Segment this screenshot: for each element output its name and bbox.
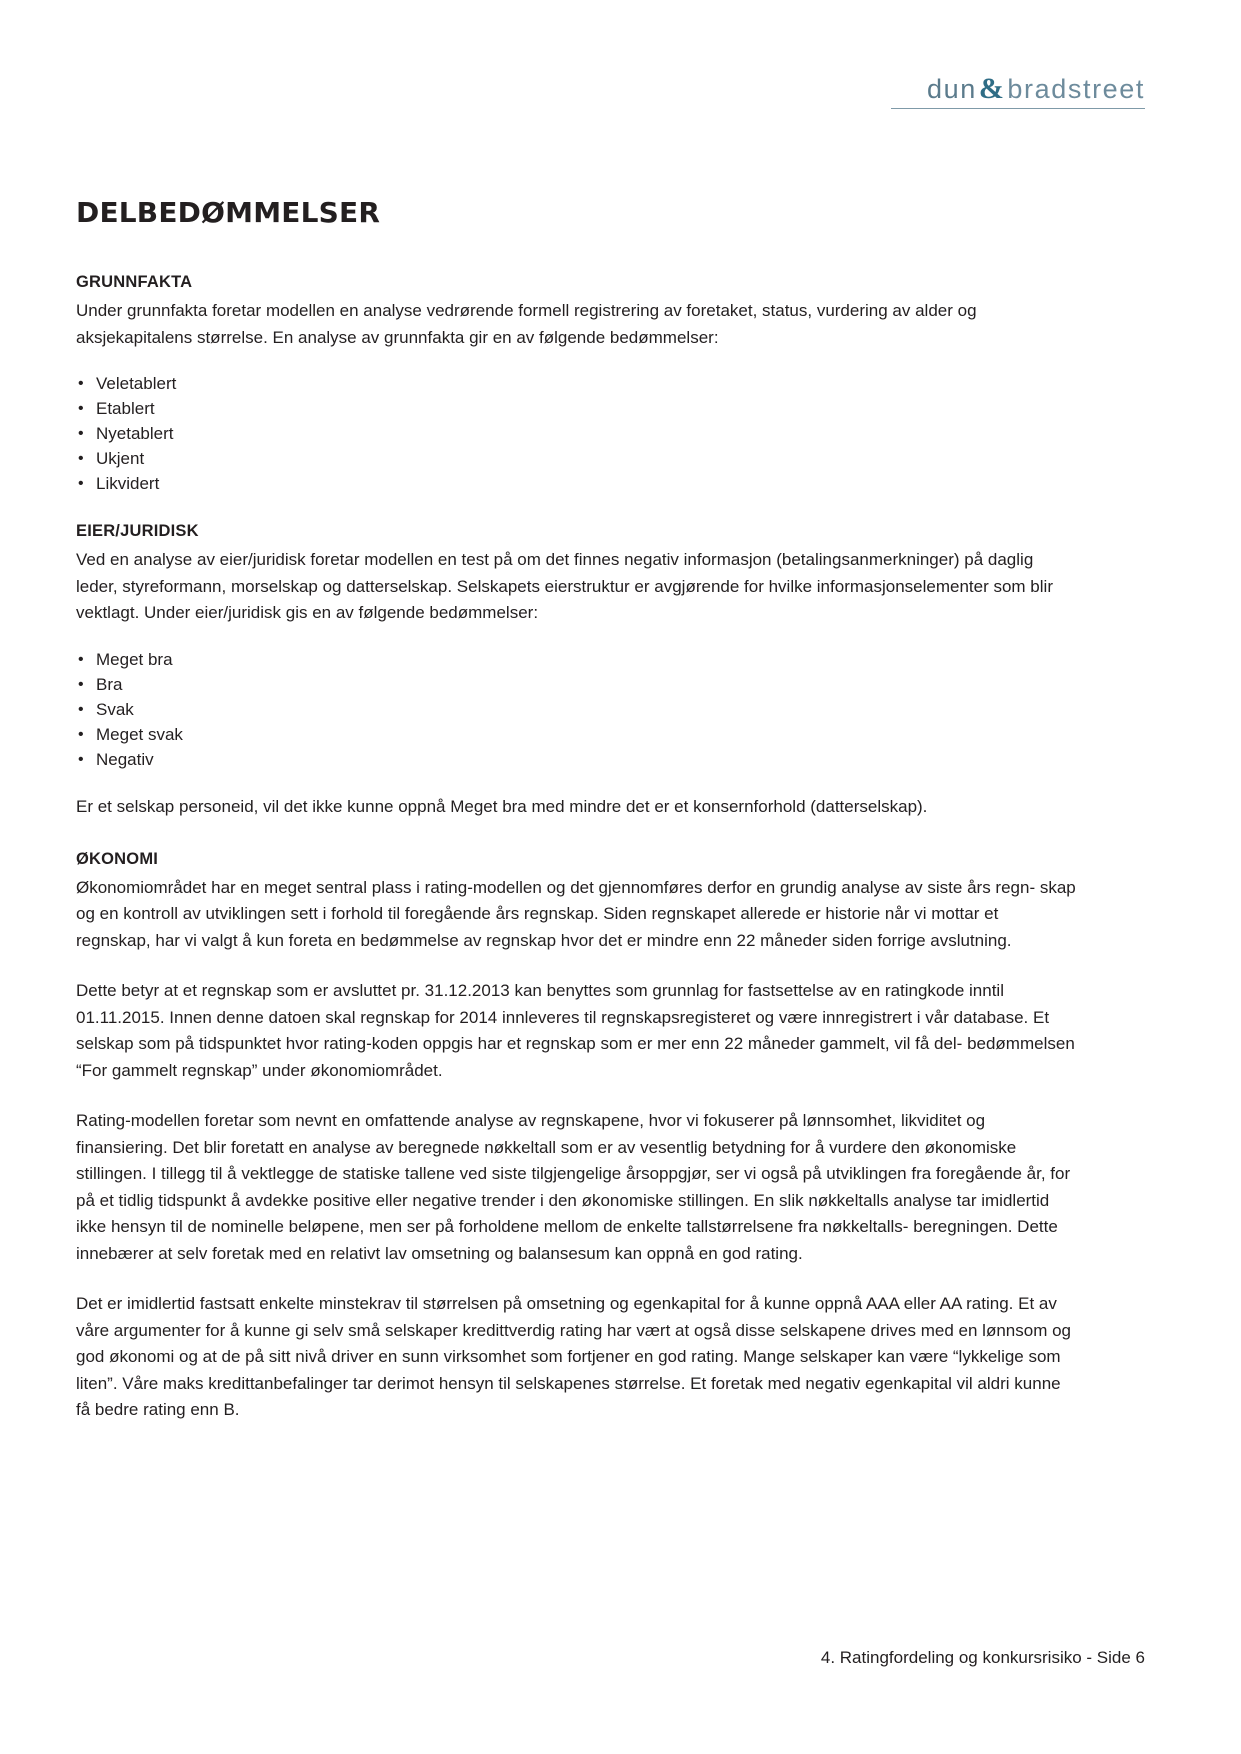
- section-heading-okonomi: ØKONOMI: [76, 849, 159, 868]
- bullet-list-grunnfakta: [76, 371, 1076, 496]
- page-title: DELBEDØMMELSER: [76, 196, 381, 229]
- section-paragraph-2: Dette betyr at et regnskap som er avsluttet pr. 31.12.2013 kan benyttes som grunnlag for fastsettelse av en ratingkode inntil 01.11.2015. Innen denne datoen skal regnskap for 2014 innleveres til regnskapsregisteret og være innregistrert i vår database. Et selskap som på tidspunktet hvor rating-koden oppgis har et regnskap som er mer enn 22 måneder gammelt, vil få del- bedømmelsen “For gammelt regnskap” under økonomiområdet.: [76, 981, 1075, 1080]
- list-item: • Svak: [76, 697, 1076, 722]
- list-item: • Negativ: [76, 747, 1076, 772]
- list-item: • Meget bra: [76, 647, 1076, 672]
- section-paragraph-4: Det er imidlertid fastsatt enkelte minstekrav til størrelsen på omsetning og egenkapital for å kunne oppnå AAA eller AA rating. Et av våre argumenter for å kunne gi selv små selskaper kredittverdig rating har vært at også disse selskapene drives med en lønnsom og god økonomi og at de på sitt nivå driver en sunn virksomhet som fortjener en god rating. Mange selskaper kan være “lykkelige som liten”. Våre maks kredittanbefalinger tar derimot hensyn til selskapenes størrelse. Et foretak med negativ egenkapital vil aldri kunne få bedre rating enn B.: [76, 1294, 1071, 1419]
- bullet-list-eier-juridisk: [76, 647, 1076, 772]
- section-note-eier-juridisk: Er et selskap personeid, vil det ikke kunne oppnå Meget bra med mindre det er et konsernforhold (datterselskap).: [76, 796, 928, 816]
- section-paragraph-1: Økonomiområdet har en meget sentral plass i rating-modellen og det gjennomføres derfor en grundig analyse av siste års regn- skap og en kontroll av utviklingen sett i forhold til foregående års regnskap. Siden regnskapet allerede er historie når vi mottar et regnskap, har vi valgt å kun foreta en bedømmelse av regnskap hvor det er mindre enn 22 måneder siden forrige avslutning.: [76, 877, 1076, 950]
- section-grunnfakta: [76, 273, 1076, 496]
- list-item: • Likvidert: [76, 471, 1076, 496]
- list-item: • Meget svak: [76, 722, 1076, 747]
- document-content: [76, 196, 1076, 1450]
- logo-word-dun: dun: [926, 73, 977, 104]
- section-heading-grunnfakta: GRUNNFAKTA: [76, 273, 193, 291]
- list-item: • Etablert: [76, 396, 1076, 421]
- list-item: • Bra: [76, 672, 1076, 697]
- list-item: • Veletablert: [76, 371, 1076, 396]
- list-item: • Ukjent: [76, 446, 1076, 471]
- section-okonomi: [76, 850, 1076, 1424]
- logo-ampersand-icon: &: [978, 72, 1006, 105]
- logo-underline-divider: [891, 108, 1145, 109]
- page-footer: 4. Ratingfordeling og konkursrisiko - Side 6: [820, 1648, 1145, 1667]
- list-item: • Nyetablert: [76, 421, 1076, 446]
- section-heading-eier-juridisk: EIER/JURIDISK: [76, 522, 199, 540]
- section-eier-juridisk: [76, 522, 1076, 820]
- section-intro-grunnfakta: Under grunnfakta foretar modellen en analyse vedrørende formell registrering av foretaket, status, vurdering av alder og aksjekapitalens størrelse. En analyse av grunnfakta gir en av følgende bedømmelser:: [76, 301, 977, 347]
- section-paragraph-3: Rating-modellen foretar som nevnt en omfattende analyse av regnskapene, hvor vi fokuserer på lønnsomhet, likviditet og finansiering. Det blir foretatt en analyse av beregnede nøkkeltall som er av vesentlig betydning for å vurdere den økonomiske stillingen. I tillegg til å vektlegge de statiske tallene ved siste tilgjengelige årsoppgjør, ser vi også på utviklingen fra foregående år, for på et tidlig tidspunkt å avdekke positive eller negative trender i den økonomiske stillingen. En slik nøkkeltalls analyse tar imidlertid ikke hensyn til de nominelle beløpene, men ser på forholdene mellom de enkelte tallstørrelsene fra nøkkeltalls- beregningen. Dette innebærer at selv foretak med en relativt lav omsetning og balansesum kan oppnå en god rating.: [76, 1111, 1071, 1263]
- dun-bradstreet-logo: [927, 72, 1145, 106]
- logo-word-bradstreet: bradstreet: [1007, 73, 1145, 104]
- section-intro-eier-juridisk: Ved en analyse av eier/juridisk foretar modellen en test på om det finnes negativ informasjon (betalingsanmerkninger) på daglig leder, styreformann, morselskap og datterselskap. Selskapets eierstruktur er avgjørende for hvilke informasjonselementer som blir vektlagt. Under eier/juridisk gis en av følgende bedømmelser:: [76, 550, 1053, 622]
